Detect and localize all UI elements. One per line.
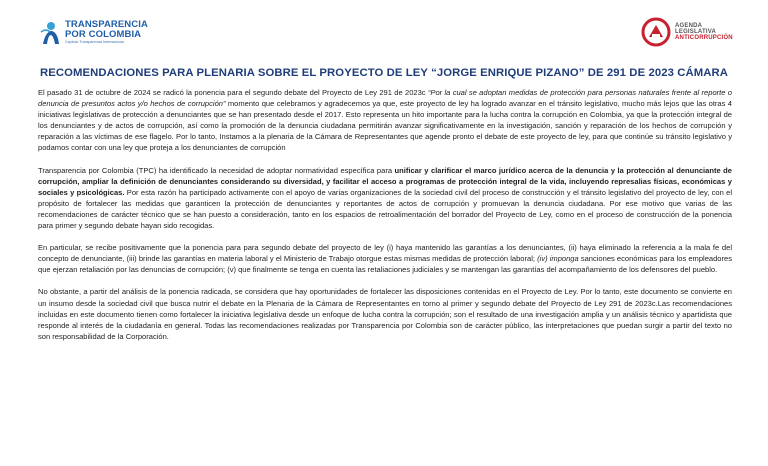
agenda-legislativa-logo-icon bbox=[641, 17, 671, 47]
logo-tagline: Capítulo Transparencia Internacional bbox=[65, 40, 124, 44]
paragraph-2-rest: Por esta razón ha participado activamente con el apoyo de varias organizaciones de la sociedad civil del proceso de construcción y el tránsito legislativo del proyecto de ley, con el propósito de fortalecer las medidas que garanticen la protección de denunciantes y reportantes de actos de corrupción y promuevan la denuncia ciudadana. Por ese motivo que varias de las recomendaciones de carácter técnico que se han puesto a consideración, tanto en los espacios de retroalimentación del borrador del Proyecto de Ley, como en el proceso de construcción de la ponencia para primer y segundo debate hayan sido recogidas. bbox=[38, 187, 732, 231]
logo-line-2: POR COLOMBIA bbox=[65, 28, 142, 40]
ala-line-2: LEGISLATIVA bbox=[675, 28, 716, 35]
paragraph-4-text: No obstante, a partir del análisis de la ponencia radicada, se considera que hay oportunidades de fortalecer las disposiciones contenidas en el Proyecto de Ley. Por lo tanto, este documento se convierte en un insumo desde la sociedad civil que busca nutrir el debate en la Plenaria de la Cámara de Representantes en torno al primer y segundo debate del Proyecto de Ley 291 de 2023c.Las recomendaciones incluidas en este documento tienen como fortalecer la iniciativa legislativa desde un enfoque de lucha contra la corrupción; son el resultado de una investigación amplia y un análisis técnico y apartidista que responde al interés de la ciudadanía en general. Todas las recomendaciones realizadas por Transparencia por Colombia son de carácter público, las interpretaciones que puedan surgir a partir del texto no son responsabilidad de la Corporación. bbox=[38, 287, 732, 341]
transparencia-logo bbox=[40, 20, 148, 46]
paragraph-1-rest: momento que celebramos y agradecemos ya que, este proyecto de ley ha logrado avanzar en el tránsito legislativo, mucho más lejos que las otras 4 iniciativas legislativas de protección a denunciantes que se han presentado desde el 2017. Esto representa un hito importante para la lucha contra la corrupción en Colombia, ya que la protección integral de los denunciantes y de actos de corrupción, así como la promoción de la denuncia ciudadana permitirán avanzar significativamente en la investigación, sanción y reparación de los hechos de corrupción y reparación a las víctimas de ese flagelo. Por lo tanto, Instamos a la plenaria de la Cámara de Representantes que agende pronto el debate de este proyecto de ley, para que continúe su tránsito legislativo y podamos contar con una ley que proteja a los denunciantes de corrupción bbox=[38, 99, 732, 153]
transparencia-logo-icon bbox=[40, 20, 62, 46]
paragraph-2 bbox=[38, 165, 732, 232]
paragraph-2-text: Transparencia por Colombia (TPC) ha identificado la necesidad de adoptar normatividad específica para bbox=[38, 165, 395, 175]
paragraph-3-rest: sanciones económicas para los empleadores que ejerzan retaliación por las denuncias de corrupción; (v) que finalmente se tenga en cuenta las retaliaciones judiciales y se mantengan las garantías del acompañamiento de los defensores del pueblo. bbox=[38, 254, 732, 275]
paragraph-1 bbox=[38, 87, 732, 154]
agenda-legislativa-logo bbox=[641, 17, 733, 47]
paragraph-3-italic: (iv) imponga bbox=[537, 254, 579, 264]
paragraph-3-text: En particular, se recibe positivamente que la ponencia para para segundo debate del proyecto de ley (i) haya mantenido las garantías a los denunciantes, (ii) haya eliminado la referencia a la mala fe del concepto de denunciante, (iii) brinde las garantías en materia laboral y el Ministerio de Trabajo otorgue estas mismas medidas de protección laboral; bbox=[38, 243, 732, 264]
ala-line-3: ANTICORRUPCIÓN bbox=[675, 35, 733, 42]
paragraph-1-italic: “Por la cual se adoptan medidas de protección para personas naturales frente al reporte o denuncia de presuntos actos y/o hechos de corrupción” bbox=[38, 88, 732, 109]
paragraph-1-text: El pasado 31 de octubre de 2024 se radicó la ponencia para el segundo debate del Proyecto de Ley 291 de 2023c bbox=[38, 88, 428, 97]
ala-line-1: AGENDA bbox=[675, 22, 703, 29]
paragraph-2-bold: unificar y clarificar el marco jurídico acerca de la denuncia y la protección al denunciante de corrupción, ampliar la definición de denunciantes considerando su diversidad, y facilitar el acceso a programas de protección integral de la vida, incluyendo represalias físicas, económicas y sociales y psicológicas. bbox=[38, 165, 732, 197]
logo-line-1: TRANSPARENCIA bbox=[65, 19, 148, 30]
paragraph-3 bbox=[38, 242, 732, 275]
document-body bbox=[38, 87, 732, 353]
paragraph-4 bbox=[38, 286, 732, 341]
page-title: RECOMENDACIONES PARA PLENARIA SOBRE EL PROYECTO DE LEY “JORGE ENRIQUE PIZANO” DE 291 DE 2023 CÁMARA bbox=[39, 67, 729, 79]
header bbox=[0, 0, 768, 60]
